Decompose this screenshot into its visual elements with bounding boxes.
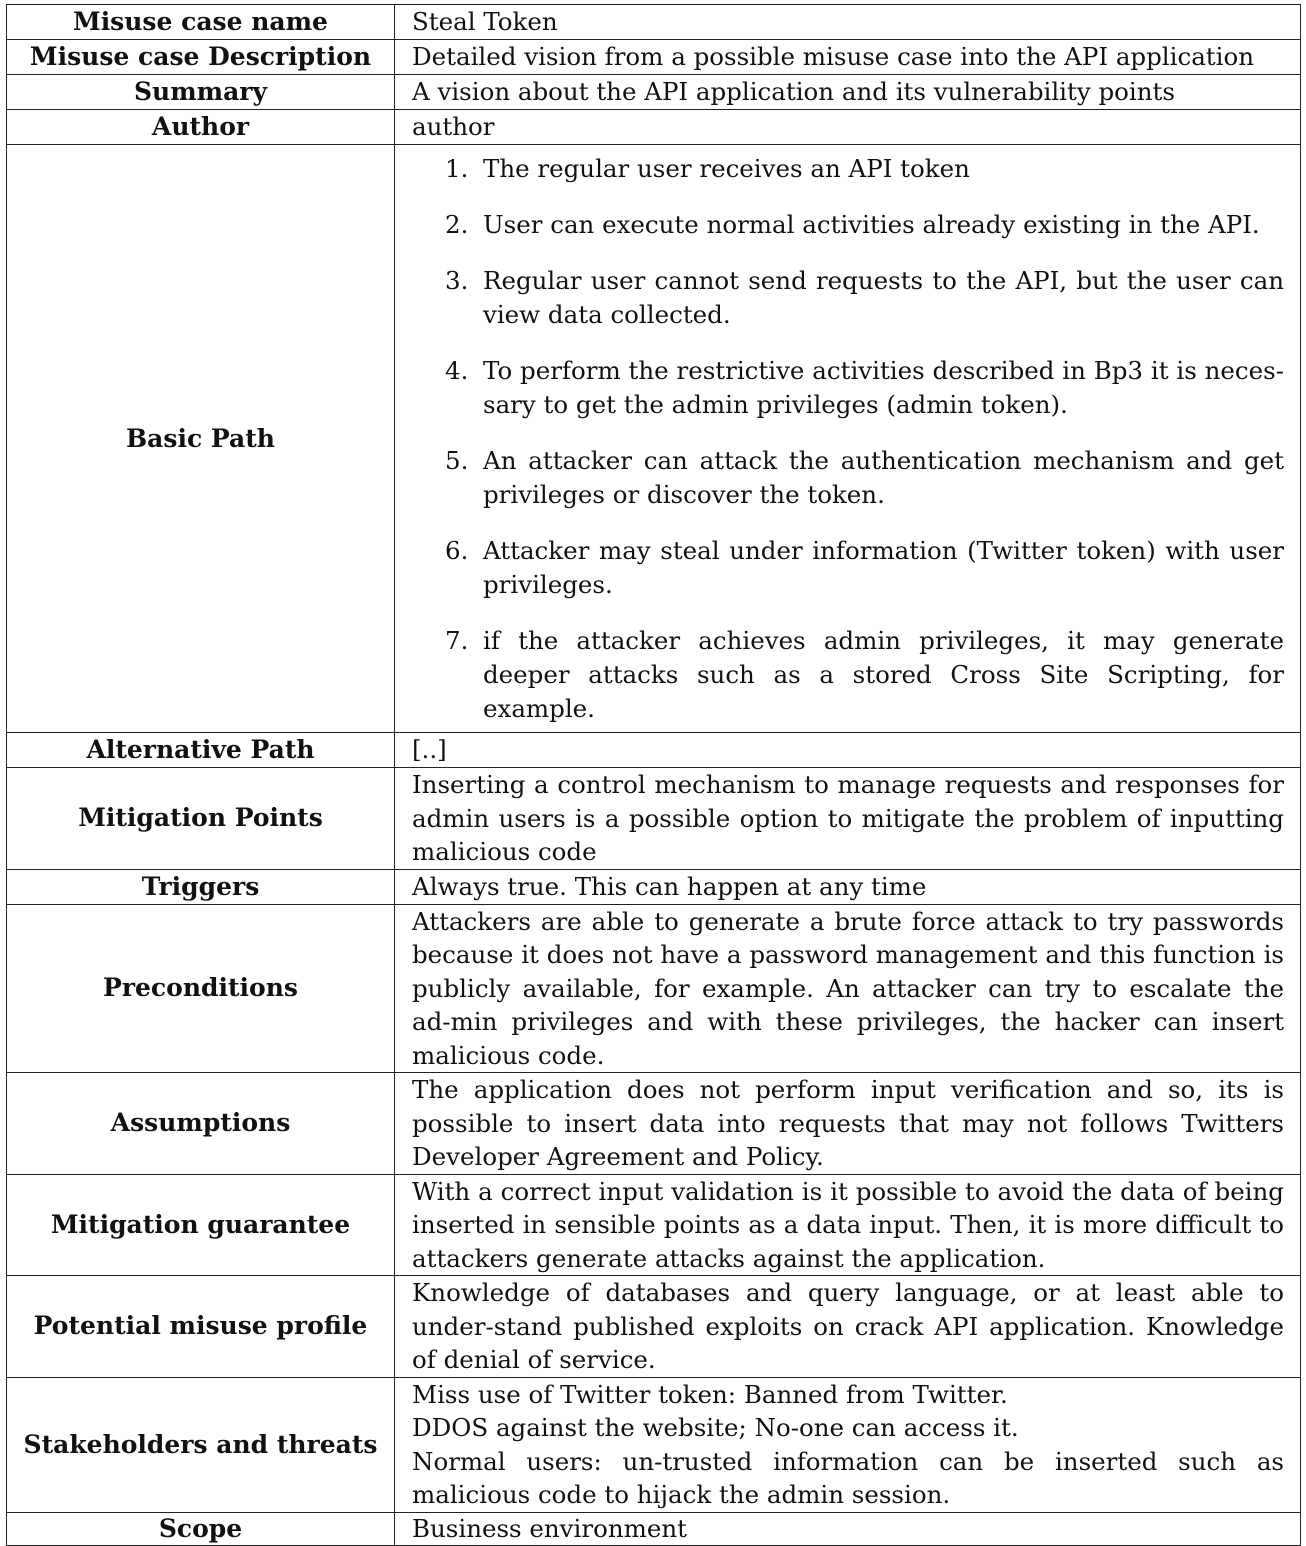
row-label: Author	[7, 110, 395, 145]
stakeholders-value	[395, 1377, 1301, 1512]
alternative-path-value	[395, 733, 1301, 768]
step-number: 2.	[445, 209, 469, 239]
step-text: An attacker can attack the authentication mechanism and get privileges or discover the token.	[483, 445, 1284, 509]
row-label: Triggers	[7, 869, 395, 904]
cell-text: author	[412, 112, 495, 141]
table-row-basic-path	[7, 145, 1301, 733]
scope-value	[395, 1512, 1301, 1545]
step-text: The regular user receives an API token	[483, 153, 970, 183]
table-row-scope	[7, 1512, 1301, 1545]
row-label: Preconditions	[7, 904, 395, 1073]
step-text: if the attacker achieves admin privileges, it may generate deeper attacks such as a stored Cross Site Scripting, for example.	[483, 625, 1284, 723]
list-item	[412, 152, 1284, 186]
triggers-value	[395, 869, 1301, 904]
potential-profile-value	[395, 1276, 1301, 1378]
preconditions-value	[395, 904, 1301, 1073]
row-label: Scope	[7, 1512, 395, 1545]
cell-text: Detailed vision from a possible misuse case into the API application	[412, 42, 1255, 71]
table-row-mitigation-points	[7, 768, 1301, 870]
step-text: To perform the restrictive activities described in Bp3 it is neces-sary to get the admin privileges (admin token).	[483, 355, 1284, 419]
table-row-description	[7, 40, 1301, 75]
row-label: Alternative Path	[7, 733, 395, 768]
mitigation-points-value	[395, 768, 1301, 870]
cell-text: A vision about the API application and its vulnerability points	[412, 77, 1175, 106]
row-label: Mitigation Points	[7, 768, 395, 870]
list-item	[412, 534, 1284, 602]
cell-text: Always true. This can happen at any time	[412, 871, 927, 901]
stakeholder-line: Miss use of Twitter token: Banned from Twitter.	[412, 1379, 1008, 1409]
step-number: 1.	[445, 153, 469, 183]
table-row-mitigation-guarantee	[7, 1174, 1301, 1276]
step-text: Attacker may steal under information (Twitter token) with user privileges.	[483, 535, 1284, 599]
stakeholder-line: DDOS against the website; No-one can access it.	[412, 1413, 1019, 1442]
row-label: Mitigation guarantee	[7, 1174, 395, 1276]
misuse-case-name-value	[395, 5, 1301, 40]
basic-path-list	[412, 152, 1284, 726]
cell-text: With a correct input validation is it possible to avoid the data of being inserted in sensible points as a data input. Then, it is more difficult to attackers generate attacks against the application.	[412, 1176, 1284, 1273]
table-row-name	[7, 5, 1301, 40]
basic-path-value	[395, 145, 1301, 733]
stakeholder-lines	[412, 1378, 1284, 1512]
table-row-author	[7, 110, 1301, 145]
row-label: Stakeholders and threats	[7, 1377, 395, 1512]
row-label: Assumptions	[7, 1073, 395, 1175]
cell-text: [..]	[412, 735, 447, 764]
step-text: Regular user cannot send requests to the API, but the user can view data collected.	[483, 265, 1284, 329]
step-number: 5.	[445, 445, 469, 475]
table-row-triggers	[7, 869, 1301, 904]
cell-text: Knowledge of databases and query language, or at least able to under-stand published exploits on crack API application. Knowledge of denial of service.	[412, 1278, 1284, 1374]
summary-value	[395, 75, 1301, 110]
cell-text: Business environment	[412, 1513, 687, 1543]
step-number: 3.	[445, 265, 469, 295]
table-row-alternative-path	[7, 733, 1301, 768]
author-value	[395, 110, 1301, 145]
assumptions-value	[395, 1073, 1301, 1175]
row-label: Potential misuse profile	[7, 1276, 395, 1378]
list-item	[412, 444, 1284, 512]
row-label: Misuse case name	[7, 5, 395, 40]
cell-text: Attackers are able to generate a brute force attack to try passwords because it does not have a password management and this function is publicly available, for example. An attacker can try to escalate the ad-min privileges and with these privileges, the hacker can insert malicious code.	[412, 906, 1284, 1070]
row-label: Misuse case Description	[7, 40, 395, 75]
table-row-potential-profile	[7, 1276, 1301, 1378]
table-row-summary	[7, 75, 1301, 110]
list-item	[412, 264, 1284, 332]
mitigation-guarantee-value	[395, 1174, 1301, 1276]
cell-text: The application does not perform input verification and so, its is possible to insert data into requests that may not follows Twitters Developer Agreement and Policy.	[412, 1075, 1284, 1171]
table-row-assumptions	[7, 1073, 1301, 1175]
stakeholder-line: Normal users: un-trusted information can be inserted such as malicious code to hijack the admin session.	[412, 1446, 1284, 1509]
description-value	[395, 40, 1301, 75]
step-number: 4.	[445, 355, 469, 385]
step-text: User can execute normal activities already existing in the API.	[483, 209, 1260, 239]
step-number: 7.	[445, 625, 469, 655]
list-item	[412, 354, 1284, 422]
cell-text: Steal Token	[412, 7, 558, 36]
list-item	[412, 208, 1284, 242]
step-number: 6.	[445, 535, 469, 565]
table-row-preconditions	[7, 904, 1301, 1073]
row-label: Summary	[7, 75, 395, 110]
row-label: Basic Path	[7, 145, 395, 733]
list-item	[412, 624, 1284, 726]
table-row-stakeholders	[7, 1377, 1301, 1512]
misuse-case-table	[6, 4, 1301, 1546]
cell-text: Inserting a control mechanism to manage requests and responses for admin users is a possible option to mitigate the problem of inputting malicious code	[412, 770, 1284, 866]
